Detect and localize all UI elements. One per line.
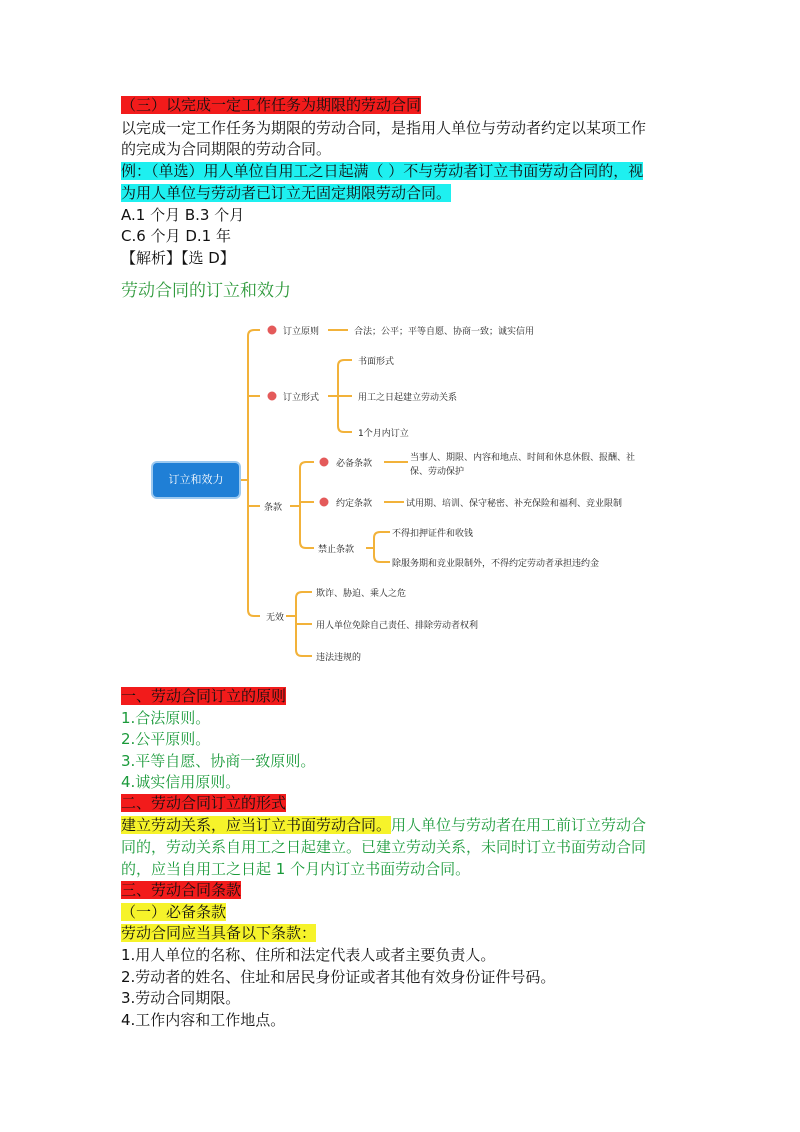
form-paragraph-line: 的，应当自用工之日起 1 个月内订立书面劳动合同。 bbox=[121, 860, 471, 878]
principle-item: 4.诚实信用原则。 bbox=[121, 773, 241, 791]
mind-map-leaf: 欺诈、胁迫、乘人之危 bbox=[316, 589, 407, 599]
mind-map-node-forbidden: 禁止条款 bbox=[318, 545, 355, 555]
mind-map-node-agreed: 约定条款 bbox=[336, 499, 373, 509]
principle-item: 1.合法原则。 bbox=[121, 709, 211, 727]
mind-map-branch-principles: 订立原则 bbox=[283, 327, 320, 337]
answer-option: A.1 个月 B.3 个月 bbox=[121, 206, 245, 224]
section-3-body-line: 的完成为合同期限的劳动合同。 bbox=[121, 140, 332, 158]
part-2-heading: 二、劳动合同订立的形式 bbox=[121, 794, 287, 812]
mind-map-branch-form: 订立形式 bbox=[283, 393, 320, 403]
section-3-body-line: 以完成一定工作任务为期限的劳动合同，是指用人单位与劳动者约定以某项工作 bbox=[121, 119, 647, 137]
mind-map-leaf: 保、劳动保护 bbox=[410, 467, 465, 477]
part-3-heading: 三、劳动合同条款 bbox=[121, 881, 242, 899]
example-question: 为用人单位与劳动者已订立无固定期限劳动合同。 bbox=[121, 184, 452, 202]
mind-map-leaf: 1个月内订立 bbox=[358, 429, 409, 439]
mind-map-node-required: 必备条款 bbox=[336, 459, 373, 469]
mind-map-leaf: 违法违规的 bbox=[316, 653, 362, 663]
part-1-heading: 一、劳动合同订立的原则 bbox=[121, 687, 287, 705]
clause-item: 4.工作内容和工作地点。 bbox=[121, 1011, 286, 1029]
form-paragraph-line bbox=[121, 815, 646, 836]
mind-map-leaf: 试用期、培训、保守秘密、补充保险和福利、竞业限制 bbox=[406, 499, 623, 509]
clause-item: 1.用人单位的名称、住所和法定代表人或者主要负责人。 bbox=[121, 946, 496, 964]
mind-map-leaf: 用人单位免除自己责任、排除劳动者权利 bbox=[316, 621, 479, 631]
mind-map-leaf: 不得扣押证件和收钱 bbox=[392, 529, 474, 539]
part-3-subheading: （一）必备条款 bbox=[121, 903, 227, 921]
form-sentence-rest: 用人单位与劳动者在用工前订立劳动合 bbox=[391, 816, 647, 834]
form-key-sentence: 建立劳动关系，应当订立书面劳动合同。 bbox=[121, 816, 392, 834]
mind-map-root: 订立和效力 bbox=[153, 463, 239, 497]
mind-map-leaf: 用工之日起建立劳动关系 bbox=[358, 393, 458, 403]
analysis-label: 【解析】【选 D】 bbox=[121, 249, 235, 267]
example-question: 例：（单选）用人单位自用工之日起满（ ）不与劳动者订立书面劳动合同的，视 bbox=[121, 162, 644, 180]
mind-map-leaf: 书面形式 bbox=[358, 357, 395, 367]
mind-map-branch-invalid: 无效 bbox=[266, 613, 285, 623]
mind-map-leaf: 除服务期和竞业限制外，不得约定劳动者承担违约金 bbox=[392, 559, 600, 569]
clause-item: 2.劳动者的姓名、住址和居民身份证或者其他有效身份证件号码。 bbox=[121, 968, 556, 986]
mind-map-branch-clauses: 条款 bbox=[264, 503, 283, 513]
clause-intro: 劳动合同应当具备以下条款： bbox=[121, 924, 317, 942]
clause-item: 3.劳动合同期限。 bbox=[121, 989, 241, 1007]
section-title: 劳动合同的订立和效力 bbox=[121, 281, 291, 301]
form-paragraph-line: 同的，劳动关系自用工之日起建立。已建立劳动关系，未同时订立书面劳动合同 bbox=[121, 838, 647, 856]
answer-option: C.6 个月 D.1 年 bbox=[121, 227, 231, 245]
principle-item: 2.公平原则。 bbox=[121, 730, 211, 748]
mind-map-leaf: 当事人、期限、内容和地点、时间和休息休假、报酬、社 bbox=[410, 453, 636, 463]
principle-item: 3.平等自愿、协商一致原则。 bbox=[121, 752, 316, 770]
section-3-heading: （三）以完成一定工作任务为期限的劳动合同 bbox=[121, 96, 422, 114]
mind-map-leaf: 合法；公平；平等自愿、协商一致；诚实信用 bbox=[354, 327, 535, 337]
